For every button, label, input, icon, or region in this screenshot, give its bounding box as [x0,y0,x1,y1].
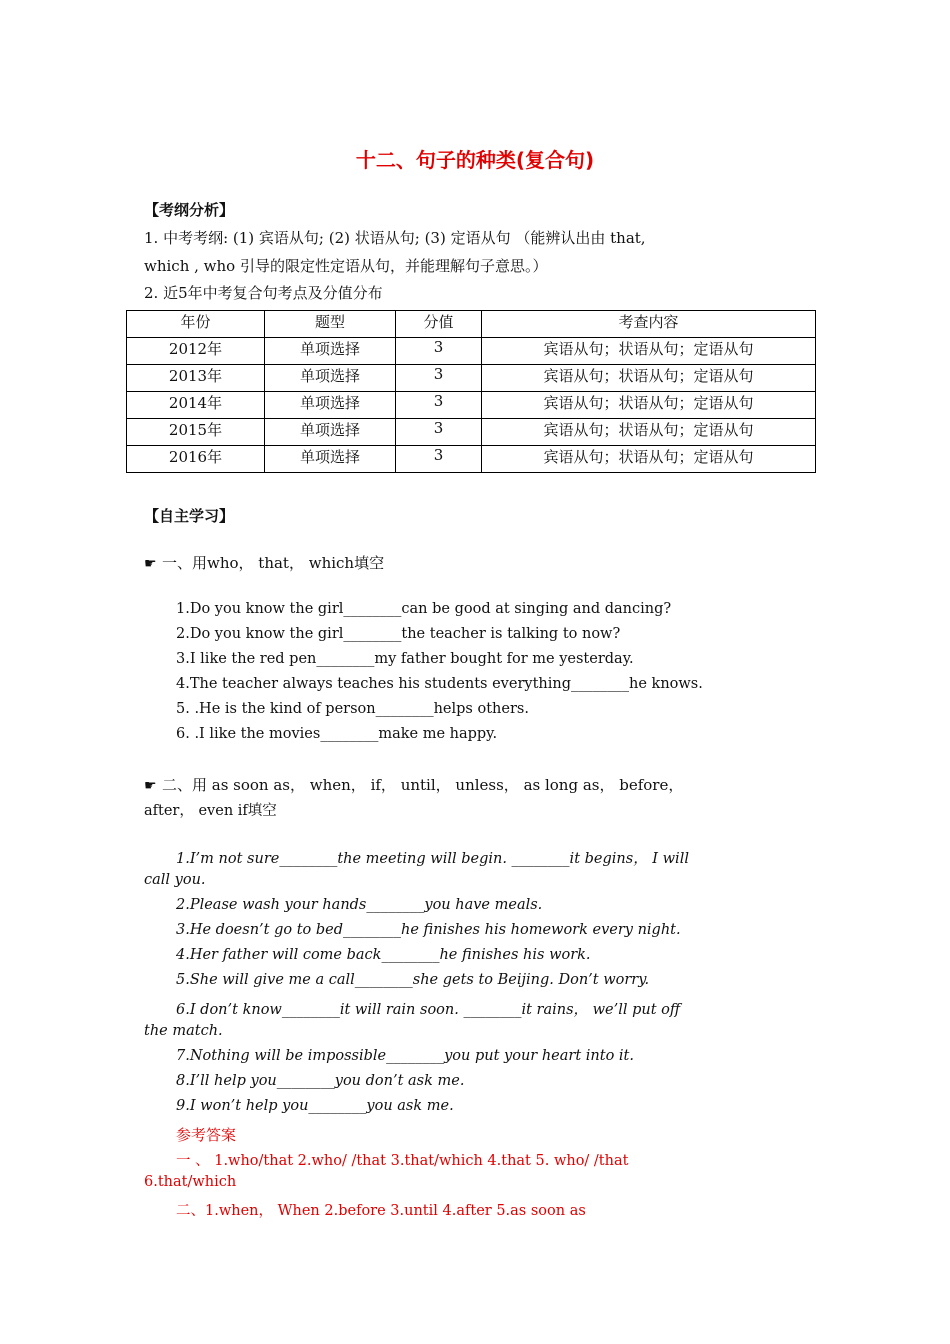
table-cell: 2013年 [127,365,265,392]
outline-line-2: which , who 引导的限定性定语从句，并能理解句子意思。） [144,257,548,275]
exercise-item: 2.Do you know the girl________the teacher is talking to now? [176,626,621,642]
table-cell: 单项选择 [265,446,396,473]
answers-line-3: 二、1.when， When 2.before 3.until 4.after 5.as soon as [176,1203,586,1219]
table-cell: 3 [396,365,482,392]
table-row [127,446,816,473]
section-heading-self-study: 【自主学习】 [144,507,235,525]
answers-heading: 参考答案 [176,1126,237,1144]
hand-pointer-icon: ☛ [144,556,157,572]
answers-line-1: 一 、 1.who/that 2.who/ /that 3.that/which 4.that 5. who/ /that [176,1153,629,1169]
table-header-cell: 考查内容 [482,311,816,338]
section-heading-outline: 【考纲分析】 [144,201,235,219]
table-row [127,419,816,446]
exercise-item: 6.I don’t know________it will rain soon. ________it rains， we’ll put off [176,1002,681,1018]
hand-pointer-icon: ☛ [144,778,157,794]
table-cell: 2014年 [127,392,265,419]
exercise-item: 1.Do you know the girl________can be good at singing and dancing? [176,601,672,617]
table-cell: 2012年 [127,338,265,365]
exercise-item: 9.I won’t help you________you ask me. [176,1098,454,1114]
exercise-item: 4.Her father will come back________he finishes his work. [176,947,591,963]
part2-title-continued: after， even if填空 [144,803,277,819]
table-cell: 宾语从句；状语从句；定语从句 [482,338,816,365]
answers-line-2: 6.that/which [144,1174,237,1190]
table-cell: 宾语从句；状语从句；定语从句 [482,446,816,473]
table-cell: 2015年 [127,419,265,446]
part1-title [144,552,384,573]
part2-title [144,774,683,795]
table-cell: 单项选择 [265,365,396,392]
exercise-item: 3.He doesn’t go to bed________he finishes his homework every night. [176,922,681,938]
table-row [127,338,816,365]
part2-title-text: 二、用 as soon as， when， if， until， unless， as long as， before， [162,776,684,794]
page-title: 十二、句子的种类(复合句) [355,148,595,172]
score-distribution-table [126,310,816,473]
exercise-item: 4.The teacher always teaches his students everything________he knows. [176,676,703,692]
exercise-item: 5.She will give me a call________she gets to Beijing. Don’t worry. [176,972,650,988]
table-cell: 单项选择 [265,338,396,365]
table-cell: 3 [396,446,482,473]
outline-line-3: 2. 近5年中考复合句考点及分值分布 [144,284,383,302]
table-cell: 宾语从句；状语从句；定语从句 [482,419,816,446]
part1-title-text: 一、用who， that， which填空 [162,554,385,572]
table-row [127,365,816,392]
outline-line-1: 1. 中考考纲: (1) 宾语从句; (2) 状语从句; (3) 定语从句 （能辨认出由 that, [144,229,646,247]
table-cell: 单项选择 [265,419,396,446]
table-row [127,392,816,419]
exercise-item-continued: the match. [144,1023,223,1039]
exercise-item: 6. .I like the movies________make me happy. [176,726,498,742]
table-header-cell: 题型 [265,311,396,338]
exercise-item: 5. .He is the kind of person________helps others. [176,701,529,717]
table-header-row [127,311,816,338]
exercise-item: 2.Please wash your hands________you have meals. [176,897,543,913]
table-cell: 单项选择 [265,392,396,419]
table-cell: 3 [396,419,482,446]
table-cell: 3 [396,392,482,419]
table-cell: 2016年 [127,446,265,473]
table-cell: 宾语从句；状语从句；定语从句 [482,365,816,392]
table-header-cell: 分值 [396,311,482,338]
exercise-item-continued: call you. [144,872,206,888]
table-cell: 3 [396,338,482,365]
exercise-item: 1.I’m not sure________the meeting will begin. ________it begins， I will [176,851,689,867]
exercise-item: 8.I’ll help you________you don’t ask me. [176,1073,465,1089]
table-cell: 宾语从句；状语从句；定语从句 [482,392,816,419]
exercise-item: 7.Nothing will be impossible________you put your heart into it. [176,1048,634,1064]
table-header-cell: 年份 [127,311,265,338]
exercise-item: 3.I like the red pen________my father bought for me yesterday. [176,651,634,667]
